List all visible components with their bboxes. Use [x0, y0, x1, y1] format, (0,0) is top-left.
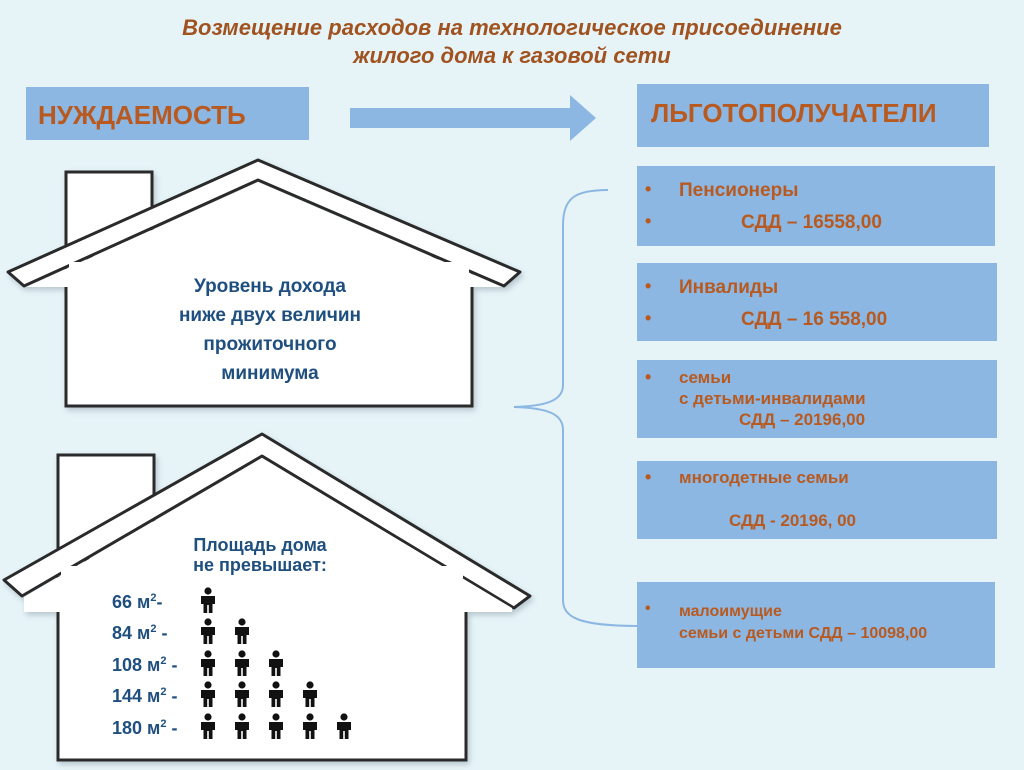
- bullet: •: [645, 308, 652, 328]
- income-line-3: прожиточного: [203, 334, 337, 355]
- card-disabled: [637, 263, 997, 341]
- area-heading: [140, 535, 380, 575]
- title-line-1: Возмещение расходов на технологическое присоединение: [182, 15, 842, 40]
- curly-brace: [514, 190, 640, 626]
- title-line-2: жилого дома к газовой сети: [353, 43, 671, 68]
- card-disabled-title: Инвалиды: [679, 277, 779, 298]
- card-families-amount: СДД – 20196,00: [739, 410, 866, 429]
- income-line-4: минимума: [221, 363, 319, 384]
- house-area: [4, 434, 530, 760]
- income-criterion-text: [150, 272, 390, 388]
- area-row-66: 66 $м^2-$: [112, 592, 163, 612]
- bullet: •: [645, 367, 652, 387]
- area-row-108: 108 $м^2$ -: [112, 655, 178, 675]
- arrow-right-icon: [350, 95, 596, 141]
- card-pensioners: [637, 166, 995, 246]
- area-row-180: 180 $м^2$ -: [112, 718, 178, 738]
- card-pensioners-title: Пенсионеры: [679, 180, 799, 201]
- income-line-1: Уровень дохода: [193, 276, 346, 297]
- card-disabled-amount: СДД – 16 558,00: [741, 309, 888, 330]
- card-low-income-line-2: семьи с детьми СДД – 10098,00: [679, 625, 928, 642]
- bullet: •: [645, 211, 652, 231]
- bullet: •: [645, 600, 651, 617]
- need-label-box: НУЖДАЕМОСТЬ: [26, 87, 309, 140]
- area-heading-line-2: не превышает:: [193, 555, 327, 575]
- card-families-line-2: с детьми-инвалидами: [679, 389, 866, 408]
- card-low-income-families: [637, 582, 995, 668]
- beneficiaries-label-box: ЛЬГОТОПОЛУЧАТЕЛИ: [637, 84, 989, 147]
- bullet: •: [645, 276, 652, 296]
- card-low-income-line-1: малоимущие: [679, 603, 782, 620]
- card-families-disabled-children: [637, 360, 997, 438]
- card-large-families-title: многодетные семьи: [679, 468, 849, 487]
- card-pensioners-amount: СДД – 16558,00: [741, 212, 882, 233]
- bullet: •: [645, 467, 652, 487]
- income-line-2: ниже двух величин: [178, 305, 362, 326]
- bullet: •: [645, 179, 652, 199]
- card-large-families: [637, 461, 997, 539]
- area-heading-line-1: Площадь дома: [193, 535, 327, 555]
- card-families-line-1: семьи: [679, 368, 732, 387]
- area-row-84: 84 $м^2$ -: [112, 623, 168, 643]
- area-row-144: 144 $м^2$ -: [112, 686, 178, 706]
- card-large-families-amount: СДД - 20196, 00: [729, 511, 857, 530]
